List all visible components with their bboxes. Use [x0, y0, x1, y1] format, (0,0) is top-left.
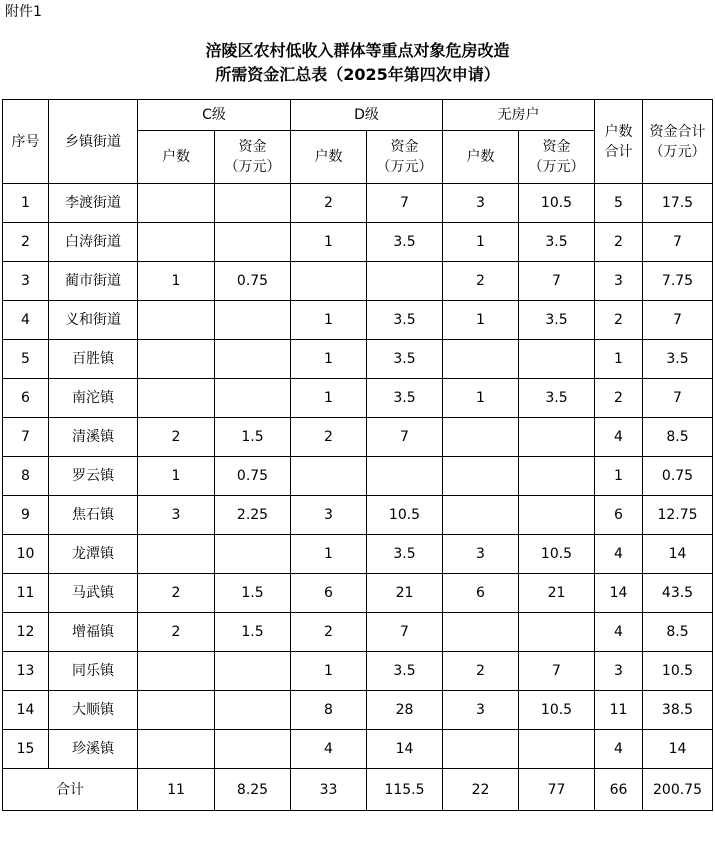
header-d-funds-line1: 资金: [390, 139, 419, 155]
table-row: [3, 652, 713, 691]
cell-d-funds: 3.5: [367, 379, 443, 418]
cell-d-funds: 21: [367, 574, 443, 613]
cell-town: 增福镇: [49, 613, 138, 652]
cell-total-households: 6: [595, 496, 643, 535]
total-households: 66: [595, 769, 643, 811]
cell-town: 南沱镇: [49, 379, 138, 418]
cell-town: 义和街道: [49, 301, 138, 340]
cell-c-households: [138, 691, 215, 730]
cell-c-funds: [215, 340, 291, 379]
cell-seq: 8: [3, 457, 49, 496]
table-header: [3, 100, 713, 184]
cell-d-funds: 14: [367, 730, 443, 769]
cell-total-households: 3: [595, 262, 643, 301]
cell-c-funds: [215, 379, 291, 418]
document-title-line2: 所需资金汇总表（2025年第四次申请）: [215, 65, 500, 84]
cell-seq: 13: [3, 652, 49, 691]
total-c-households: 11: [138, 769, 215, 811]
header-d-households: 户数: [291, 131, 367, 184]
cell-no-house-households: [443, 418, 519, 457]
cell-total-funds: 43.5: [643, 574, 713, 613]
table-row: [3, 418, 713, 457]
table-body: [3, 184, 713, 769]
table-row: [3, 223, 713, 262]
cell-total-households: 2: [595, 379, 643, 418]
cell-d-households: 1: [291, 340, 367, 379]
header-c-households: 户数: [138, 131, 215, 184]
header-no-house-funds: [519, 131, 595, 184]
cell-town: 珍溪镇: [49, 730, 138, 769]
cell-d-households: 2: [291, 613, 367, 652]
cell-seq: 1: [3, 184, 49, 223]
cell-seq: 9: [3, 496, 49, 535]
cell-c-funds: 1.5: [215, 418, 291, 457]
cell-total-funds: 10.5: [643, 652, 713, 691]
total-label: 合计: [3, 769, 138, 811]
header-no-house-funds-line2: （万元）: [528, 159, 585, 175]
cell-d-funds: 3.5: [367, 535, 443, 574]
cell-c-funds: 0.75: [215, 457, 291, 496]
cell-town: 马武镇: [49, 574, 138, 613]
cell-seq: 15: [3, 730, 49, 769]
cell-d-funds: 7: [367, 184, 443, 223]
cell-town: 罗云镇: [49, 457, 138, 496]
cell-d-households: 1: [291, 379, 367, 418]
header-seq: 序号: [3, 100, 49, 184]
cell-c-households: [138, 301, 215, 340]
table-row: [3, 496, 713, 535]
header-c-level: C级: [138, 100, 291, 131]
cell-total-funds: 38.5: [643, 691, 713, 730]
cell-seq: 11: [3, 574, 49, 613]
cell-total-households: 3: [595, 652, 643, 691]
cell-c-households: [138, 535, 215, 574]
cell-c-households: [138, 184, 215, 223]
cell-c-households: 2: [138, 613, 215, 652]
table-row: [3, 574, 713, 613]
cell-c-funds: [215, 652, 291, 691]
total-no-house-households: 22: [443, 769, 519, 811]
cell-d-households: 1: [291, 301, 367, 340]
header-no-house: 无房户: [443, 100, 595, 131]
total-c-funds: 8.25: [215, 769, 291, 811]
header-town: 乡镇街道: [49, 100, 138, 184]
cell-d-households: [291, 262, 367, 301]
table-row: [3, 535, 713, 574]
total-row: [3, 769, 713, 811]
cell-total-funds: 14: [643, 535, 713, 574]
cell-no-house-funds: 7: [519, 262, 595, 301]
cell-d-funds: 28: [367, 691, 443, 730]
header-total-households-line2: 合计: [604, 143, 633, 160]
cell-no-house-funds: 3.5: [519, 223, 595, 262]
cell-town: 龙潭镇: [49, 535, 138, 574]
header-total-funds: [643, 100, 713, 184]
cell-no-house-households: [443, 613, 519, 652]
cell-total-funds: 7: [643, 379, 713, 418]
cell-c-funds: [215, 301, 291, 340]
cell-d-households: 1: [291, 535, 367, 574]
cell-total-households: 1: [595, 340, 643, 379]
cell-no-house-households: [443, 457, 519, 496]
cell-total-funds: 7: [643, 301, 713, 340]
cell-c-households: 1: [138, 262, 215, 301]
cell-town: 李渡街道: [49, 184, 138, 223]
header-d-level: D级: [291, 100, 443, 131]
cell-seq: 14: [3, 691, 49, 730]
cell-total-households: 14: [595, 574, 643, 613]
cell-d-funds: [367, 457, 443, 496]
cell-d-households: 3: [291, 496, 367, 535]
header-d-funds: [367, 131, 443, 184]
total-d-funds: 115.5: [367, 769, 443, 811]
cell-d-funds: 7: [367, 418, 443, 457]
cell-c-funds: 1.5: [215, 613, 291, 652]
cell-d-funds: 3.5: [367, 340, 443, 379]
table-row: [3, 340, 713, 379]
cell-d-households: 1: [291, 652, 367, 691]
cell-town: 蔺市街道: [49, 262, 138, 301]
cell-total-funds: 14: [643, 730, 713, 769]
cell-d-funds: 3.5: [367, 223, 443, 262]
cell-c-households: 3: [138, 496, 215, 535]
cell-c-households: [138, 379, 215, 418]
cell-no-house-households: 2: [443, 652, 519, 691]
cell-c-funds: 0.75: [215, 262, 291, 301]
cell-town: 同乐镇: [49, 652, 138, 691]
table-row: [3, 730, 713, 769]
cell-town: 百胜镇: [49, 340, 138, 379]
cell-no-house-funds: [519, 418, 595, 457]
cell-c-funds: [215, 223, 291, 262]
total-funds: 200.75: [643, 769, 713, 811]
cell-c-funds: 1.5: [215, 574, 291, 613]
cell-no-house-households: [443, 340, 519, 379]
cell-town: 白涛街道: [49, 223, 138, 262]
total-no-house-funds: 77: [519, 769, 595, 811]
cell-no-house-households: 3: [443, 691, 519, 730]
header-c-funds-line1: 资金: [238, 139, 267, 155]
cell-no-house-funds: 21: [519, 574, 595, 613]
cell-total-funds: 8.5: [643, 613, 713, 652]
header-total-funds-line2: （万元）: [649, 143, 706, 160]
cell-d-funds: 3.5: [367, 652, 443, 691]
cell-total-households: 2: [595, 301, 643, 340]
cell-d-households: 2: [291, 184, 367, 223]
cell-no-house-households: 3: [443, 184, 519, 223]
cell-no-house-funds: [519, 457, 595, 496]
cell-no-house-households: 1: [443, 223, 519, 262]
cell-c-households: [138, 340, 215, 379]
cell-c-households: [138, 730, 215, 769]
cell-seq: 4: [3, 301, 49, 340]
header-total-households-line1: 户数: [604, 123, 633, 140]
cell-town: 清溪镇: [49, 418, 138, 457]
cell-no-house-funds: [519, 496, 595, 535]
cell-total-funds: 12.75: [643, 496, 713, 535]
cell-no-house-funds: 7: [519, 652, 595, 691]
cell-d-funds: 7: [367, 613, 443, 652]
cell-no-house-funds: [519, 340, 595, 379]
header-c-funds-line2: （万元）: [224, 159, 281, 175]
total-d-households: 33: [291, 769, 367, 811]
cell-c-funds: [215, 535, 291, 574]
cell-total-households: 4: [595, 535, 643, 574]
cell-d-households: 4: [291, 730, 367, 769]
cell-d-funds: 3.5: [367, 301, 443, 340]
cell-no-house-funds: 10.5: [519, 184, 595, 223]
cell-no-house-funds: [519, 613, 595, 652]
header-total-funds-line1: 资金合计: [649, 123, 706, 140]
cell-total-households: 2: [595, 223, 643, 262]
cell-seq: 7: [3, 418, 49, 457]
cell-seq: 6: [3, 379, 49, 418]
table-row: [3, 184, 713, 223]
table-row: [3, 301, 713, 340]
cell-d-households: 6: [291, 574, 367, 613]
cell-total-households: 4: [595, 613, 643, 652]
cell-no-house-funds: 10.5: [519, 535, 595, 574]
cell-d-households: [291, 457, 367, 496]
cell-town: 焦石镇: [49, 496, 138, 535]
cell-c-households: [138, 223, 215, 262]
document-title-line1: 涪陵区农村低收入群体等重点对象危房改造: [205, 41, 510, 60]
cell-no-house-households: [443, 496, 519, 535]
cell-c-households: 1: [138, 457, 215, 496]
cell-total-funds: 3.5: [643, 340, 713, 379]
header-d-funds-line2: （万元）: [376, 159, 433, 175]
cell-c-households: 2: [138, 574, 215, 613]
header-no-house-households: 户数: [443, 131, 519, 184]
cell-c-households: [138, 652, 215, 691]
table-row: [3, 691, 713, 730]
cell-total-funds: 7.75: [643, 262, 713, 301]
cell-no-house-funds: 10.5: [519, 691, 595, 730]
header-total-households: [595, 100, 643, 184]
header-c-funds: [215, 131, 291, 184]
cell-no-house-households: 6: [443, 574, 519, 613]
cell-d-households: 2: [291, 418, 367, 457]
cell-c-funds: [215, 730, 291, 769]
table-footer: [3, 769, 713, 811]
table-row: [3, 457, 713, 496]
cell-town: 大顺镇: [49, 691, 138, 730]
cell-d-funds: [367, 262, 443, 301]
header-no-house-funds-line1: 资金: [542, 139, 571, 155]
cell-seq: 10: [3, 535, 49, 574]
cell-no-house-households: 1: [443, 379, 519, 418]
cell-no-house-households: 3: [443, 535, 519, 574]
cell-total-households: 11: [595, 691, 643, 730]
cell-c-funds: [215, 184, 291, 223]
cell-d-funds: 10.5: [367, 496, 443, 535]
cell-no-house-households: [443, 730, 519, 769]
table-row: [3, 379, 713, 418]
cell-no-house-households: 2: [443, 262, 519, 301]
cell-no-house-funds: [519, 730, 595, 769]
table-row: [3, 262, 713, 301]
table-row: [3, 613, 713, 652]
cell-total-households: 5: [595, 184, 643, 223]
cell-c-funds: [215, 691, 291, 730]
cell-total-funds: 0.75: [643, 457, 713, 496]
cell-seq: 2: [3, 223, 49, 262]
cell-seq: 3: [3, 262, 49, 301]
cell-total-funds: 7: [643, 223, 713, 262]
cell-seq: 5: [3, 340, 49, 379]
cell-total-funds: 17.5: [643, 184, 713, 223]
cell-total-funds: 8.5: [643, 418, 713, 457]
cell-d-households: 1: [291, 223, 367, 262]
attachment-label: 附件1: [5, 4, 42, 20]
funding-summary-table: [2, 99, 713, 811]
cell-c-funds: 2.25: [215, 496, 291, 535]
cell-no-house-funds: 3.5: [519, 301, 595, 340]
cell-c-households: 2: [138, 418, 215, 457]
cell-total-households: 1: [595, 457, 643, 496]
cell-seq: 12: [3, 613, 49, 652]
cell-d-households: 8: [291, 691, 367, 730]
cell-no-house-households: 1: [443, 301, 519, 340]
cell-no-house-funds: 3.5: [519, 379, 595, 418]
cell-total-households: 4: [595, 418, 643, 457]
cell-total-households: 4: [595, 730, 643, 769]
